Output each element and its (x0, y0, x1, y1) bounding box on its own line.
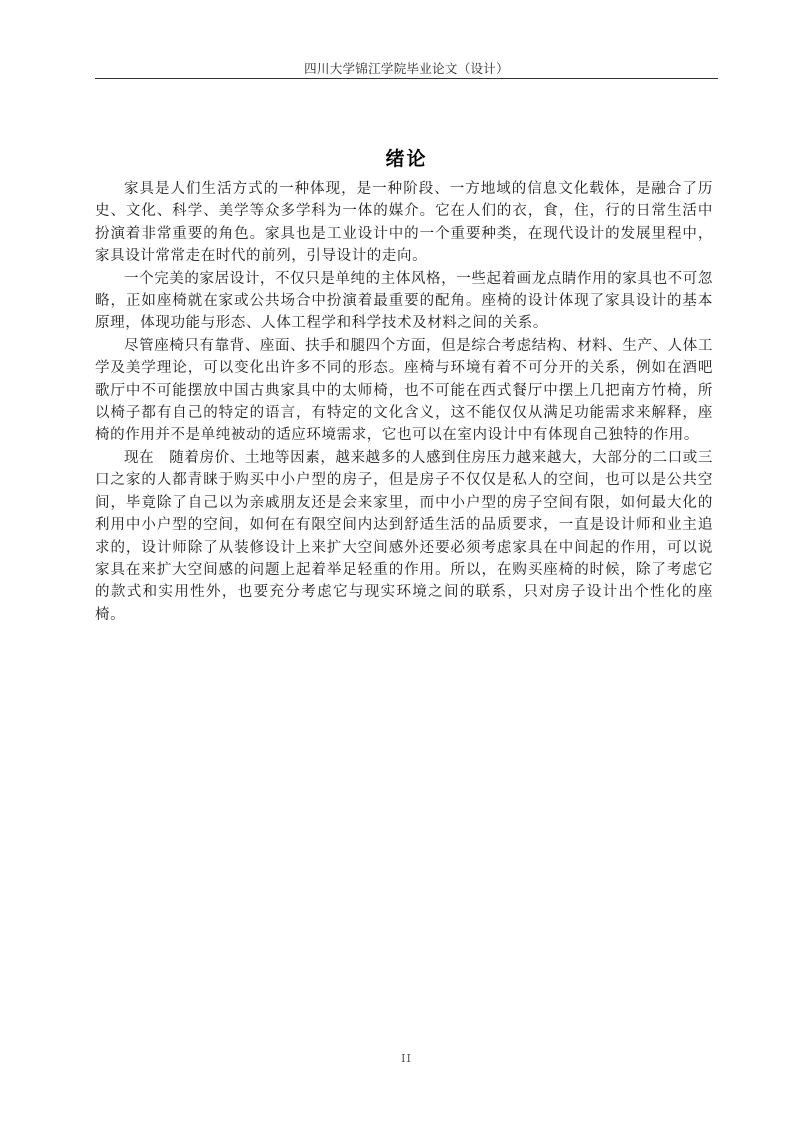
body-text (95, 178, 713, 626)
running-header: 四川大学锦江学院毕业论文（设计） (304, 61, 509, 76)
section-title: 绪论 (385, 148, 428, 170)
paragraph-3: 尽管座椅只有靠背、座面、扶手和腿四个方面，但是综合考虑结构、材料、生产、人体工学及美学理论，可以变化出许多不同的形态。座椅与环境有着不可分开的关系，例如在酒吧歌厅中不可能摆放中国古典家具中的太师椅，也不可能在西式餐厅中摆上几把南方竹椅，所以椅子都有自己的特定的语言，有特定的文化含义，这不能仅仅从满足功能需求来解释，座椅的作用并不是单纯被动的适应环境需求，它也可以在室内设计中有体现自己独特的作用。 (95, 337, 713, 444)
header-divider (95, 78, 718, 79)
paragraph-2: 一个完美的家居设计，不仅只是单纯的主体风格，一些起着画龙点睛作用的家具也不可忽略，正如座椅就在家或公共场合中扮演着最重要的配角。座椅的设计体现了家具设计的基本原理，体现功能与形态、人体工程学和科学技术及材料之间的关系。 (95, 270, 713, 332)
page-number: II (401, 1052, 412, 1065)
paragraph-1: 家具是人们生活方式的一种体现，是一种阶段、一方地域的信息文化载体，是融合了历史、文化、科学、美学等众多学科为一体的媒介。它在人们的衣，食，住，行的日常生活中扮演着非常重要的角色。家具也是工业设计中的一个重要种类，在现代设计的发展里程中，家具设计常常走在时代的前列，引导设计的走向。 (95, 181, 713, 265)
paragraph-4: 现在 随着房价、土地等因素，越来越多的人感到住房压力越来越大，大部分的二口或三口之家的人都青睐于购买中小户型的房子，但是房子不仅仅是私人的空间，也可以是公共空间，毕竟除了自己以为亲戚朋友还是会来家里，而中小户型的房子空间有限，如何最大化的利用中小户型的空间，如何在有限空间内达到舒适生活的品质要求，一直是设计师和业主追求的，设计师除了从装修设计上来扩大空间感外还要必须考虑家具在中间起的作用，可以说家具在来扩大空间感的问题上起着举足轻重的作用。所以，在购买座椅的时候，除了考虑它的款式和实用性外，也要充分考虑它与现实环境之间的联系，只对房子设计出个性化的座椅。 (95, 449, 713, 623)
